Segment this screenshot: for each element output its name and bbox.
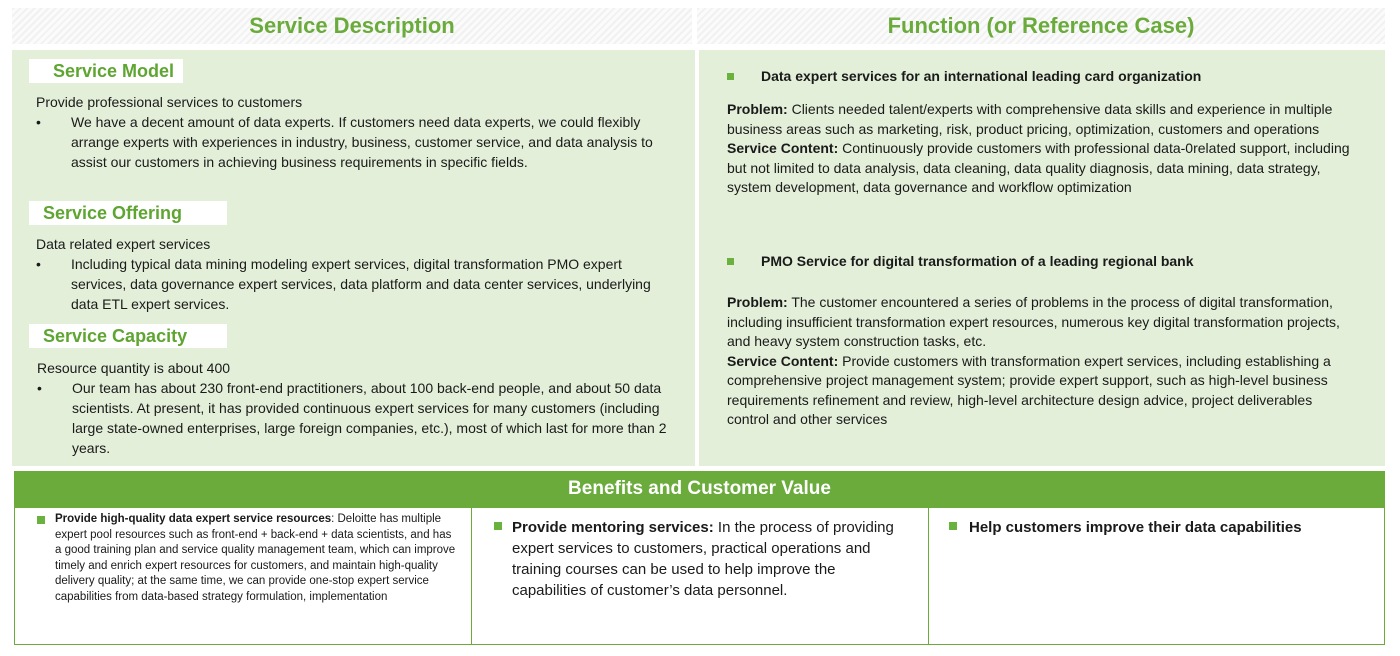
benefit-text xyxy=(512,517,904,601)
service-description-header xyxy=(12,8,692,44)
service-model-bullet xyxy=(36,112,675,172)
service-description-title: Service Description xyxy=(249,13,455,38)
benefit-label: Provide high-quality data expert service resources xyxy=(55,513,332,525)
function-panel xyxy=(699,50,1385,466)
case-service-content xyxy=(727,139,1357,198)
service-model-title: Service Model xyxy=(53,61,175,81)
service-content-text: Provide customers with transformation expert services, including establishing a comprehensive project management system; provide expert support, such as high-level business requirements refinement and review, high-level architecture design advice, project deliverables control and other services xyxy=(727,352,1331,427)
service-content-label: Service Content: xyxy=(727,352,839,369)
square-bullet-icon xyxy=(727,258,734,265)
service-description-panel xyxy=(12,50,695,466)
case-service-content xyxy=(727,352,1357,430)
problem-label: Problem: xyxy=(727,294,788,310)
service-capacity-bullet-text: Our team has about 230 front-end practitioners, about 100 back-end people, and about 50 data scientists. At present, it has provided continuous expert services for many customers (including large state-owned enterprises, large foreign companies, etc.), most of which last for more than 2 years. xyxy=(72,380,667,456)
case-title-text: Data expert services for an international leading card organization xyxy=(761,68,1202,84)
service-capacity-tab xyxy=(29,324,227,348)
square-bullet-icon xyxy=(37,516,45,524)
benefit-label: Help customers improve their data capabilities xyxy=(969,519,1302,536)
benefit-card-2 xyxy=(471,507,929,645)
benefit-text xyxy=(969,517,1364,538)
service-capacity-bullet xyxy=(37,378,679,458)
bullet-dot: • xyxy=(37,380,42,396)
service-offering-tab xyxy=(29,201,227,225)
reference-case-1 xyxy=(727,66,1357,198)
benefit-card-3 xyxy=(928,507,1385,645)
service-model-lead: Provide professional services to customers xyxy=(36,94,303,110)
square-bullet-icon xyxy=(949,522,957,530)
reference-case-2 xyxy=(727,251,1357,430)
service-content-label: Service Content: xyxy=(727,140,839,156)
square-bullet-icon xyxy=(494,522,502,530)
service-model-bullet-text: We have a decent amount of data experts. If customers need data experts, we could flexibly arrange experts with experiences in industry, business, customer service, and data analysis to assist our customers in achieving business requirements in specific fields. xyxy=(71,114,653,170)
benefit-body: In the process of providing expert services to customers, practical operations and training courses can be used to help improve the capabilities of customer’s data personnel. xyxy=(512,519,894,599)
case-problem xyxy=(727,293,1357,352)
service-offering-bullet xyxy=(36,254,675,314)
benefits-header xyxy=(14,471,1385,507)
benefit-card-1 xyxy=(14,507,472,645)
case-problem xyxy=(727,100,1357,139)
square-bullet-icon xyxy=(727,73,734,80)
benefit-body: : Deloitte has multiple expert pool resources such as front-end + back-end + data scientists, and has a good training plan and service quality management team, which can improve timely and enrich expert resources for customers, and maintain high-quality delivery quality; at the same time, we can provide one-stop expert service capabilities from data-based strategy formulation, implementation xyxy=(55,513,456,603)
case-title xyxy=(727,251,1357,271)
service-offering-title: Service Offering xyxy=(43,203,183,223)
case-title xyxy=(727,66,1357,86)
problem-label: Problem: xyxy=(727,101,788,117)
bullet-dot: • xyxy=(36,256,41,272)
service-model-tab xyxy=(29,59,183,83)
service-offering-bullet-text: Including typical data mining modeling expert services, digital transformation PMO expert services, data governance expert services, data platform and data center services, underlying data ETL expert services. xyxy=(71,256,651,312)
bullet-dot: • xyxy=(36,114,41,130)
service-content-text: Continuously provide customers with professional data-0related support, including but not limited to data analysis, data cleaning, data quality diagnosis, data mining, data strategy, system development, data governance and workflow optimization xyxy=(727,140,1350,195)
benefit-text xyxy=(55,512,457,605)
service-capacity-lead: Resource quantity is about 400 xyxy=(37,360,231,376)
benefit-label: Provide mentoring services: xyxy=(512,519,714,536)
function-title: Function (or Reference Case) xyxy=(887,13,1195,38)
service-capacity-title: Service Capacity xyxy=(43,326,188,346)
function-header xyxy=(697,8,1385,44)
problem-text: The customer encountered a series of problems in the process of digital transformation, including insufficient transformation expert resources, numerous key digital transformation projects, and heavy system construction tasks, etc. xyxy=(727,294,1340,349)
problem-text: Clients needed talent/experts with comprehensive data skills and experience in multiple business areas such as marketing, risk, product pricing, optimization, customers and operations xyxy=(727,101,1333,137)
benefits-title: Benefits and Customer Value xyxy=(568,478,831,499)
service-offering-lead: Data related expert services xyxy=(36,236,211,252)
case-title-text: PMO Service for digital transformation of a leading regional bank xyxy=(761,253,1194,269)
